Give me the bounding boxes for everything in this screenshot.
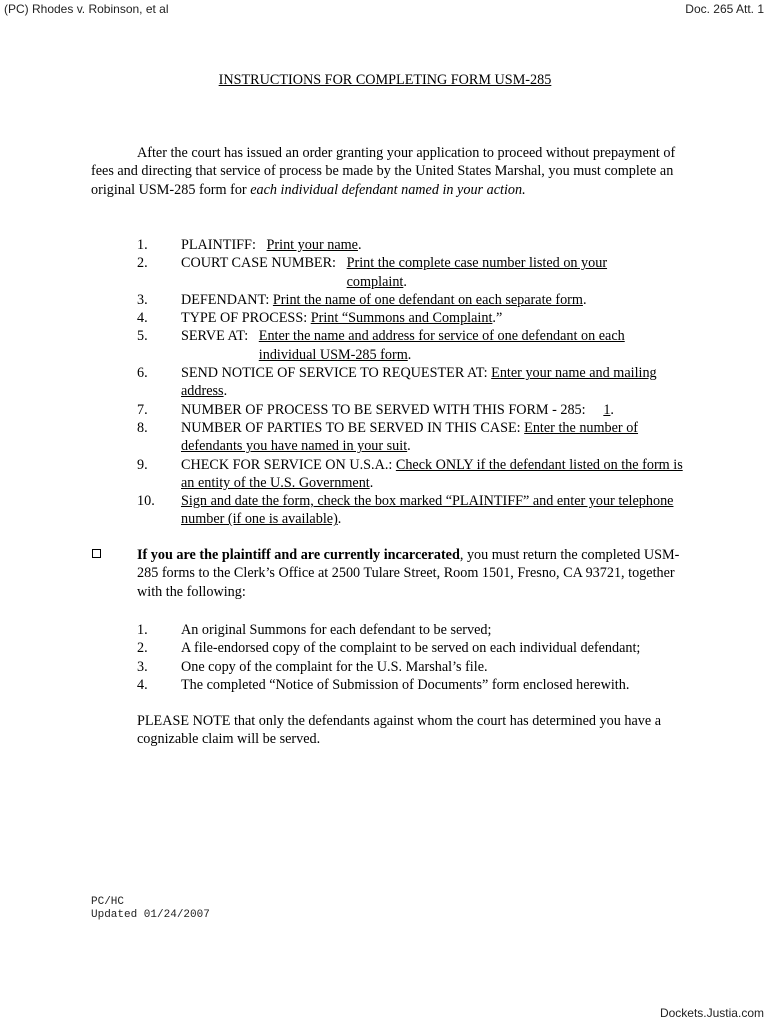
enclosure-item — [91, 676, 691, 694]
enclosure-text: The completed “Notice of Submission of Documents” form enclosed herewith. — [181, 676, 630, 693]
incarcerated-paragraph — [137, 546, 682, 601]
enclosure-item — [91, 658, 691, 676]
intro-paragraph — [91, 144, 681, 199]
instruction-value: Print the name of one defendant on each separate form — [272, 291, 583, 308]
intro-text: After the court has issued an order granting your application to proceed without prepayment of fees and directing that service of process be made by the United States Marshal, you must complete an original USM-285 form for — [91, 145, 676, 198]
document-title: INSTRUCTIONS FOR COMPLETING FORM USM-285 — [218, 72, 552, 88]
instruction-tail: . — [582, 291, 587, 308]
instruction-item — [91, 401, 691, 419]
instruction-item — [91, 327, 691, 364]
instruction-value: Check ONLY if the defendant listed on the form is an entity of the U.S. Government — [181, 456, 683, 491]
instruction-item — [91, 291, 691, 309]
instruction-label: TYPE OF PROCESS: — [181, 310, 308, 327]
instruction-label: CHECK FOR SERVICE ON U.S.A.: — [181, 456, 393, 473]
dockets-justia-link[interactable]: Dockets.Justia.com — [659, 1006, 764, 1020]
enclosure-number: 1. — [137, 622, 148, 638]
enclosure-number: 2. — [137, 640, 148, 657]
instruction-item — [91, 236, 691, 254]
instruction-value: Enter the number of defendants you have named in your suit — [181, 419, 639, 455]
instruction-tail: .” — [492, 310, 503, 327]
instruction-label: PLAINTIFF: — [181, 237, 256, 253]
instruction-number: 1. — [137, 237, 148, 253]
instruction-number: 5. — [137, 328, 148, 345]
instruction-value: Print “Summons and Complaint — [310, 310, 493, 327]
header-doc-number: Doc. 265 Att. 1 — [685, 2, 764, 16]
instruction-number: 9. — [137, 456, 148, 473]
instruction-tail: . — [403, 273, 407, 290]
header-case-caption: (PC) Rhodes v. Robinson, et al — [4, 2, 169, 16]
enclosure-number: 4. — [137, 676, 148, 693]
instruction-item — [91, 364, 691, 401]
instruction-item — [91, 456, 691, 493]
instruction-tail: . — [223, 383, 228, 400]
intro-italic: each individual defendant named in your action. — [250, 181, 526, 198]
instruction-value: Print your name — [266, 237, 358, 253]
instruction-tail: . — [407, 346, 412, 363]
instruction-value: Enter the name and address for service of one defendant on each individual USM-285 form — [258, 328, 625, 363]
enclosure-number: 3. — [137, 658, 148, 675]
instruction-number: 2. — [137, 255, 148, 272]
instruction-value: Sign and date the form, check the box marked “PLAINTIFF” and enter your telephone number (if one is available) — [181, 493, 674, 528]
instruction-item — [91, 419, 691, 456]
instruction-number: 8. — [137, 419, 148, 436]
instruction-number: 7. — [137, 401, 148, 418]
instruction-value: 1 — [603, 401, 611, 418]
instruction-tail: . — [610, 401, 614, 418]
instruction-label: SERVE AT: — [181, 328, 249, 345]
instruction-label: NUMBER OF PROCESS TO BE SERVED WITH THIS FORM - 285: — [181, 401, 586, 418]
instruction-value: Enter your name and mailing address — [181, 365, 657, 400]
instruction-label: SEND NOTICE OF SERVICE TO REQUESTER AT: — [181, 365, 488, 382]
please-note-paragraph: PLEASE NOTE that only the defendants against whom the court has determined you have a cognizable claim will be served. — [137, 713, 662, 748]
enclosure-item — [91, 639, 691, 657]
instruction-item — [91, 309, 691, 327]
instruction-label: NUMBER OF PARTIES TO BE SERVED IN THIS CASE: — [181, 419, 521, 436]
instruction-tail: . — [337, 511, 342, 528]
enclosure-item — [91, 621, 691, 639]
instruction-item — [91, 492, 691, 529]
instruction-number: 3. — [137, 291, 148, 308]
instruction-label: DEFENDANT: — [181, 291, 270, 308]
instruction-tail: . — [407, 438, 411, 455]
enclosure-text: A file-endorsed copy of the complaint to be served on each individual defendant; — [181, 640, 641, 657]
incarcerated-text: , you must return the completed USM-285 forms to the Clerk’s Office at 2500 Tulare Street, Room 1501, Fresno, CA 93721, together with the following: — [137, 547, 680, 600]
instruction-label: COURT CASE NUMBER: — [181, 255, 336, 272]
footer-updated-date: Updated 01/24/2007 — [91, 909, 210, 921]
incarcerated-bold: If you are the plaintiff and are currently incarcerated — [137, 547, 460, 563]
footer-code: PC/HC — [91, 896, 125, 908]
instruction-tail: . — [369, 474, 374, 491]
instruction-number: 4. — [137, 310, 148, 327]
enclosure-text: An original Summons for each defendant to be served; — [181, 622, 492, 638]
checkbox-bullet-icon — [92, 549, 101, 558]
instruction-number: 6. — [137, 365, 148, 382]
enclosure-list — [91, 621, 691, 694]
instruction-value: Print the complete case number listed on your complaint — [346, 255, 608, 290]
instruction-tail: . — [357, 237, 362, 253]
instruction-list — [91, 236, 691, 529]
instruction-number: 10. — [137, 493, 155, 510]
instruction-item — [91, 254, 691, 291]
enclosure-text: One copy of the complaint for the U.S. Marshal’s file. — [181, 658, 488, 675]
